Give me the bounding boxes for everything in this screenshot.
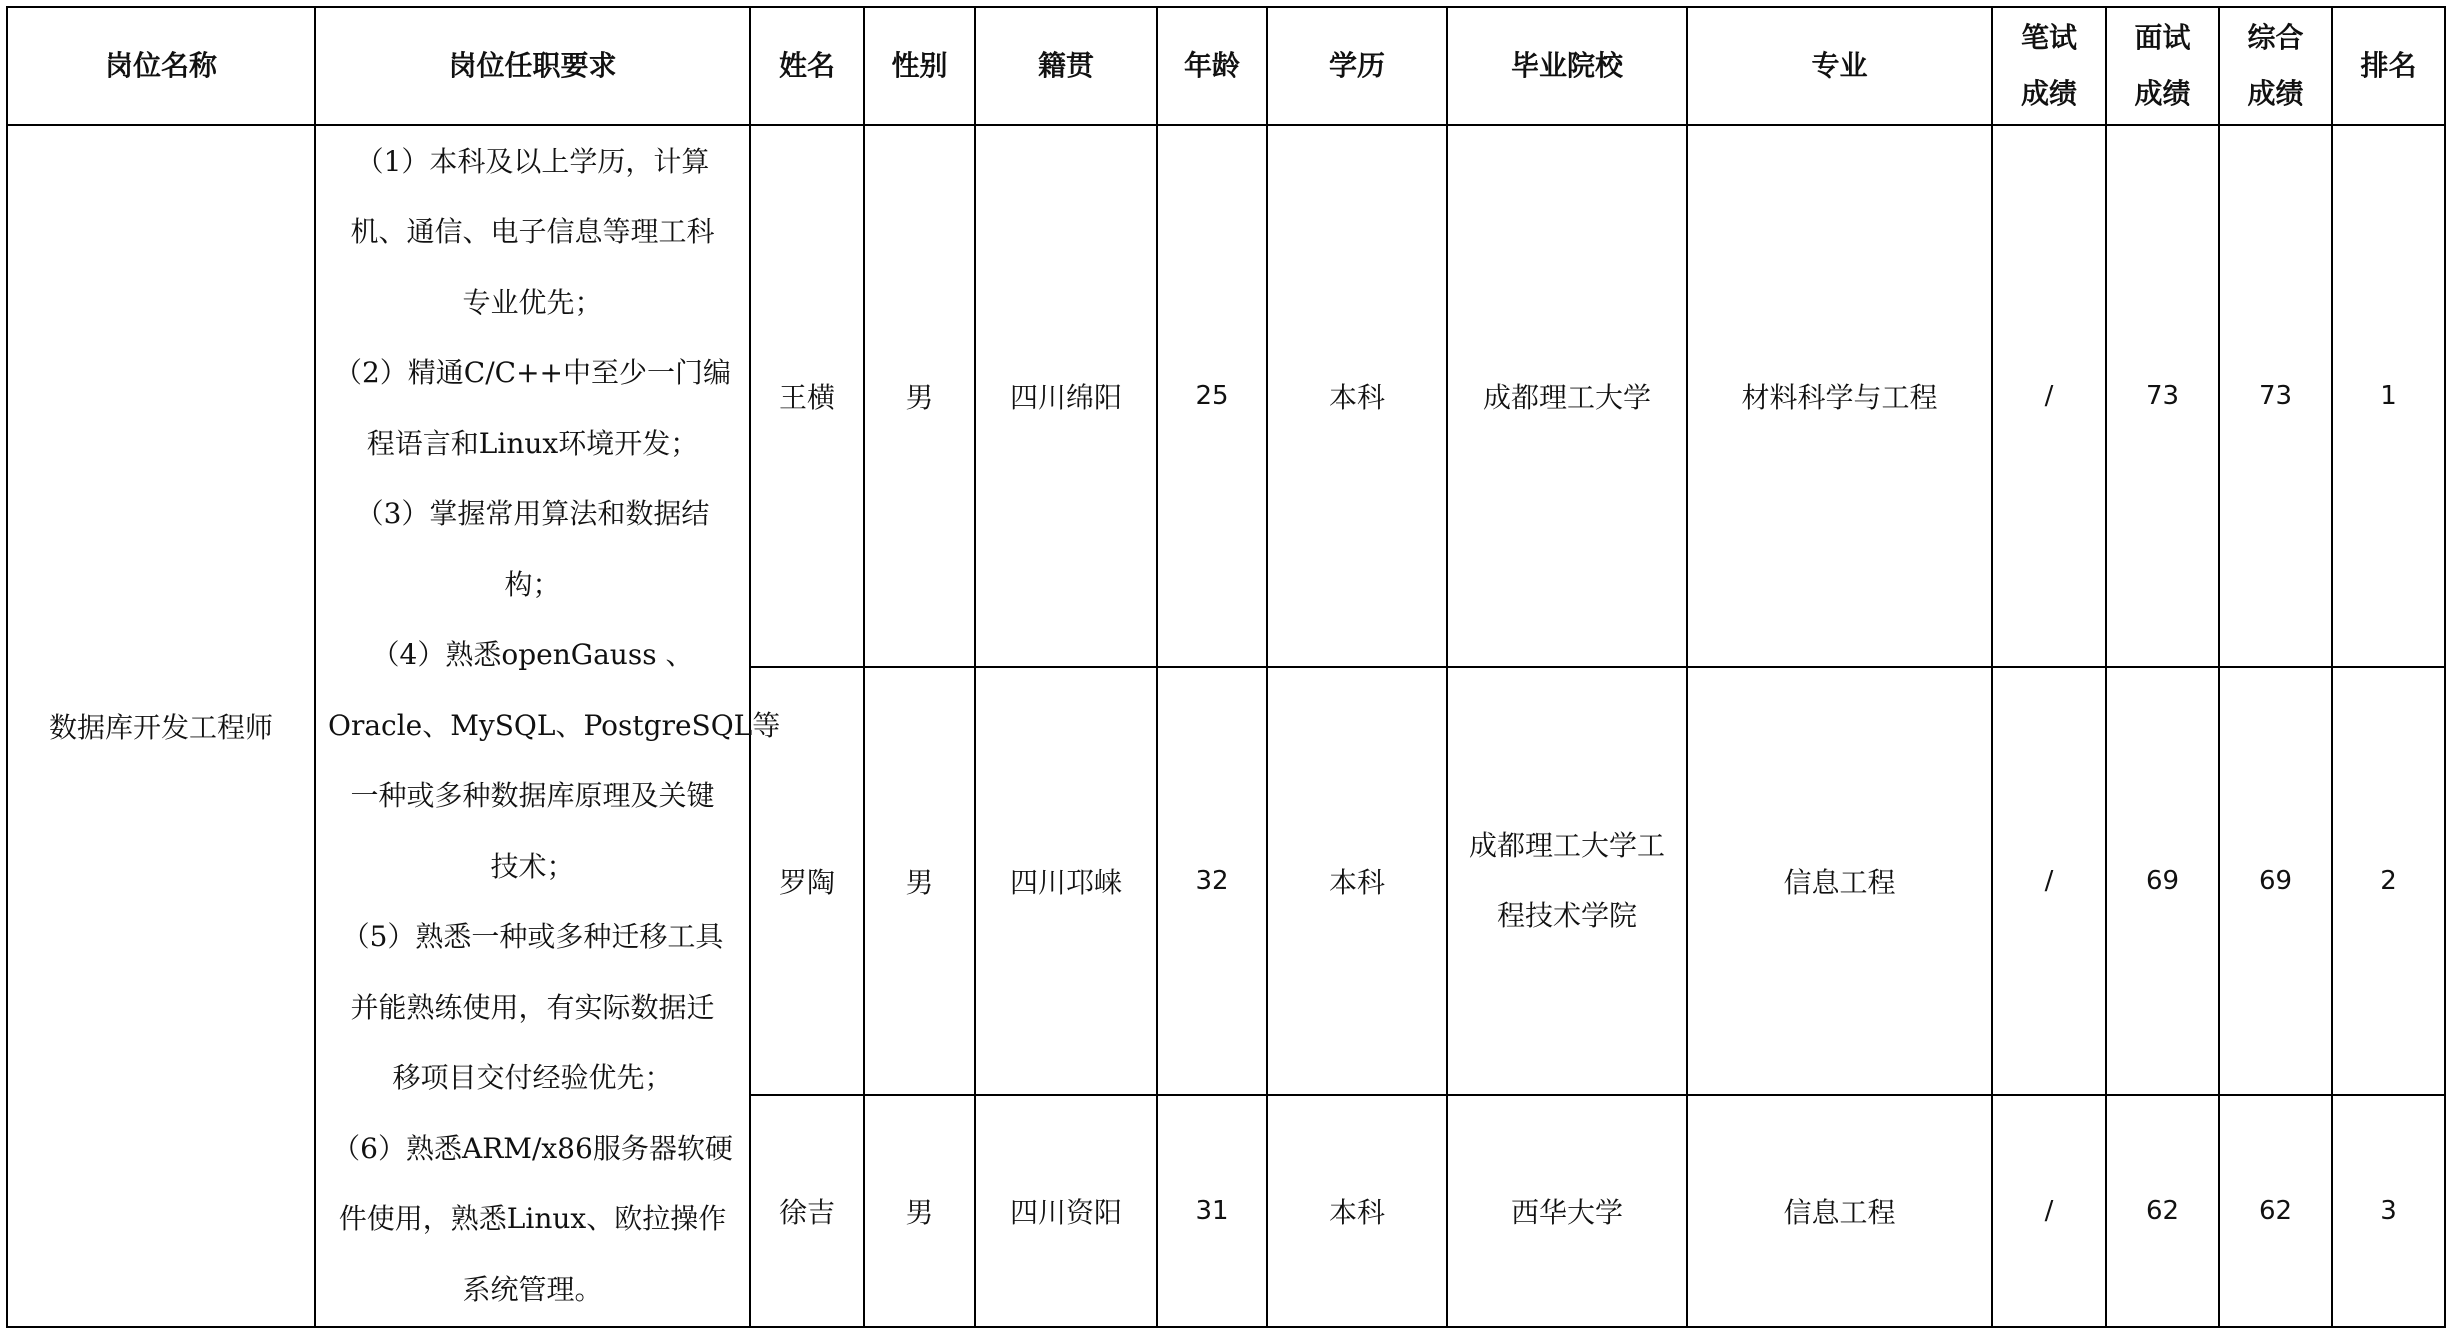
requirements-cell [315, 125, 781, 1327]
gender-cell: 男 [864, 667, 975, 1095]
requirement-line: （3）掌握常用算法和数据结 [355, 497, 710, 531]
rank-cell: 2 [2332, 667, 2445, 1095]
written-score-cell: / [1992, 125, 2106, 667]
total-score-cell: 62 [2219, 1095, 2332, 1327]
requirement-line: （4）熟悉openGauss 、 [371, 638, 694, 672]
header-total-score [2219, 7, 2332, 125]
header-interview-line1: 面试 [2134, 21, 2191, 54]
interview-score-cell: 62 [2106, 1095, 2219, 1327]
school-cell: 成都理工大学 [1447, 125, 1687, 667]
age-cell: 25 [1157, 125, 1267, 667]
header-hometown: 籍贯 [975, 7, 1157, 125]
header-requirements: 岗位任职要求 [315, 7, 750, 125]
name-cell: 王横 [750, 125, 864, 667]
header-education: 学历 [1267, 7, 1447, 125]
written-score-cell: / [1992, 667, 2106, 1095]
hometown-cell: 四川资阳 [975, 1095, 1157, 1327]
requirement-line: （1）本科及以上学历，计算 [355, 144, 710, 178]
header-interview-line2: 成绩 [2134, 77, 2191, 110]
interview-score-cell: 69 [2106, 667, 2219, 1095]
header-name: 姓名 [750, 7, 864, 125]
major-cell: 材料科学与工程 [1687, 125, 1992, 667]
total-score-cell: 69 [2219, 667, 2332, 1095]
requirement-line: 并能熟练使用，有实际数据迁 [350, 990, 715, 1024]
header-rank: 排名 [2332, 7, 2445, 125]
requirement-line: （2）精通C/C++中至少一门编 [333, 356, 732, 390]
school-cell: 西华大学 [1447, 1095, 1687, 1327]
header-written-line2: 成绩 [2020, 77, 2077, 110]
name-cell: 罗陶 [750, 667, 864, 1095]
header-written-line1: 笔试 [2020, 21, 2077, 54]
gender-cell: 男 [864, 1095, 975, 1327]
candidate-results-table [6, 6, 2446, 1328]
hometown-cell: 四川邛崃 [975, 667, 1157, 1095]
age-cell: 32 [1157, 667, 1267, 1095]
name-cell: 徐吉 [750, 1095, 864, 1327]
requirement-line: （5）熟悉一种或多种迁移工具 [341, 920, 724, 954]
school-line1: 成都理工大学工 [1468, 829, 1665, 862]
header-total-line2: 成绩 [2247, 77, 2304, 110]
header-major: 专业 [1687, 7, 1992, 125]
table-row [7, 125, 2445, 667]
gender-cell: 男 [864, 125, 975, 667]
requirement-line: 一种或多种数据库原理及关键 [350, 779, 715, 813]
written-score-cell: / [1992, 1095, 2106, 1327]
interview-score-cell: 73 [2106, 125, 2219, 667]
major-cell: 信息工程 [1687, 1095, 1992, 1327]
header-interview-score [2106, 7, 2219, 125]
requirement-line: 件使用，熟悉Linux、欧拉操作 [338, 1202, 727, 1236]
school-line2: 程技术学院 [1496, 899, 1637, 932]
header-position: 岗位名称 [7, 7, 315, 125]
education-cell: 本科 [1267, 667, 1447, 1095]
requirement-line: （6）熟悉ARM/x86服务器软硬 [332, 1131, 733, 1165]
header-written-score [1992, 7, 2106, 125]
rank-cell: 1 [2332, 125, 2445, 667]
education-cell: 本科 [1267, 1095, 1447, 1327]
requirement-line: 构； [504, 567, 561, 601]
requirement-line: 系统管理。 [462, 1272, 603, 1306]
requirement-line: 技术； [490, 849, 575, 883]
school-cell [1447, 667, 1687, 1095]
hometown-cell: 四川绵阳 [975, 125, 1157, 667]
position-cell: 数据库开发工程师 [7, 125, 315, 1327]
header-gender: 性别 [864, 7, 975, 125]
total-score-cell: 73 [2219, 125, 2332, 667]
requirement-line: Oracle、MySQL、PostgreSQL等 [328, 708, 781, 742]
header-school: 毕业院校 [1447, 7, 1687, 125]
requirement-line: 专业优先； [462, 285, 603, 319]
header-total-line1: 综合 [2247, 21, 2304, 54]
header-row [7, 7, 2445, 125]
requirement-line: 机、通信、电子信息等理工科 [350, 215, 715, 249]
header-age: 年龄 [1157, 7, 1267, 125]
major-cell: 信息工程 [1687, 667, 1992, 1095]
rank-cell: 3 [2332, 1095, 2445, 1327]
age-cell: 31 [1157, 1095, 1267, 1327]
requirement-line: 程语言和Linux环境开发； [366, 426, 699, 460]
requirement-line: 移项目交付经验优先； [392, 1061, 673, 1095]
education-cell: 本科 [1267, 125, 1447, 667]
